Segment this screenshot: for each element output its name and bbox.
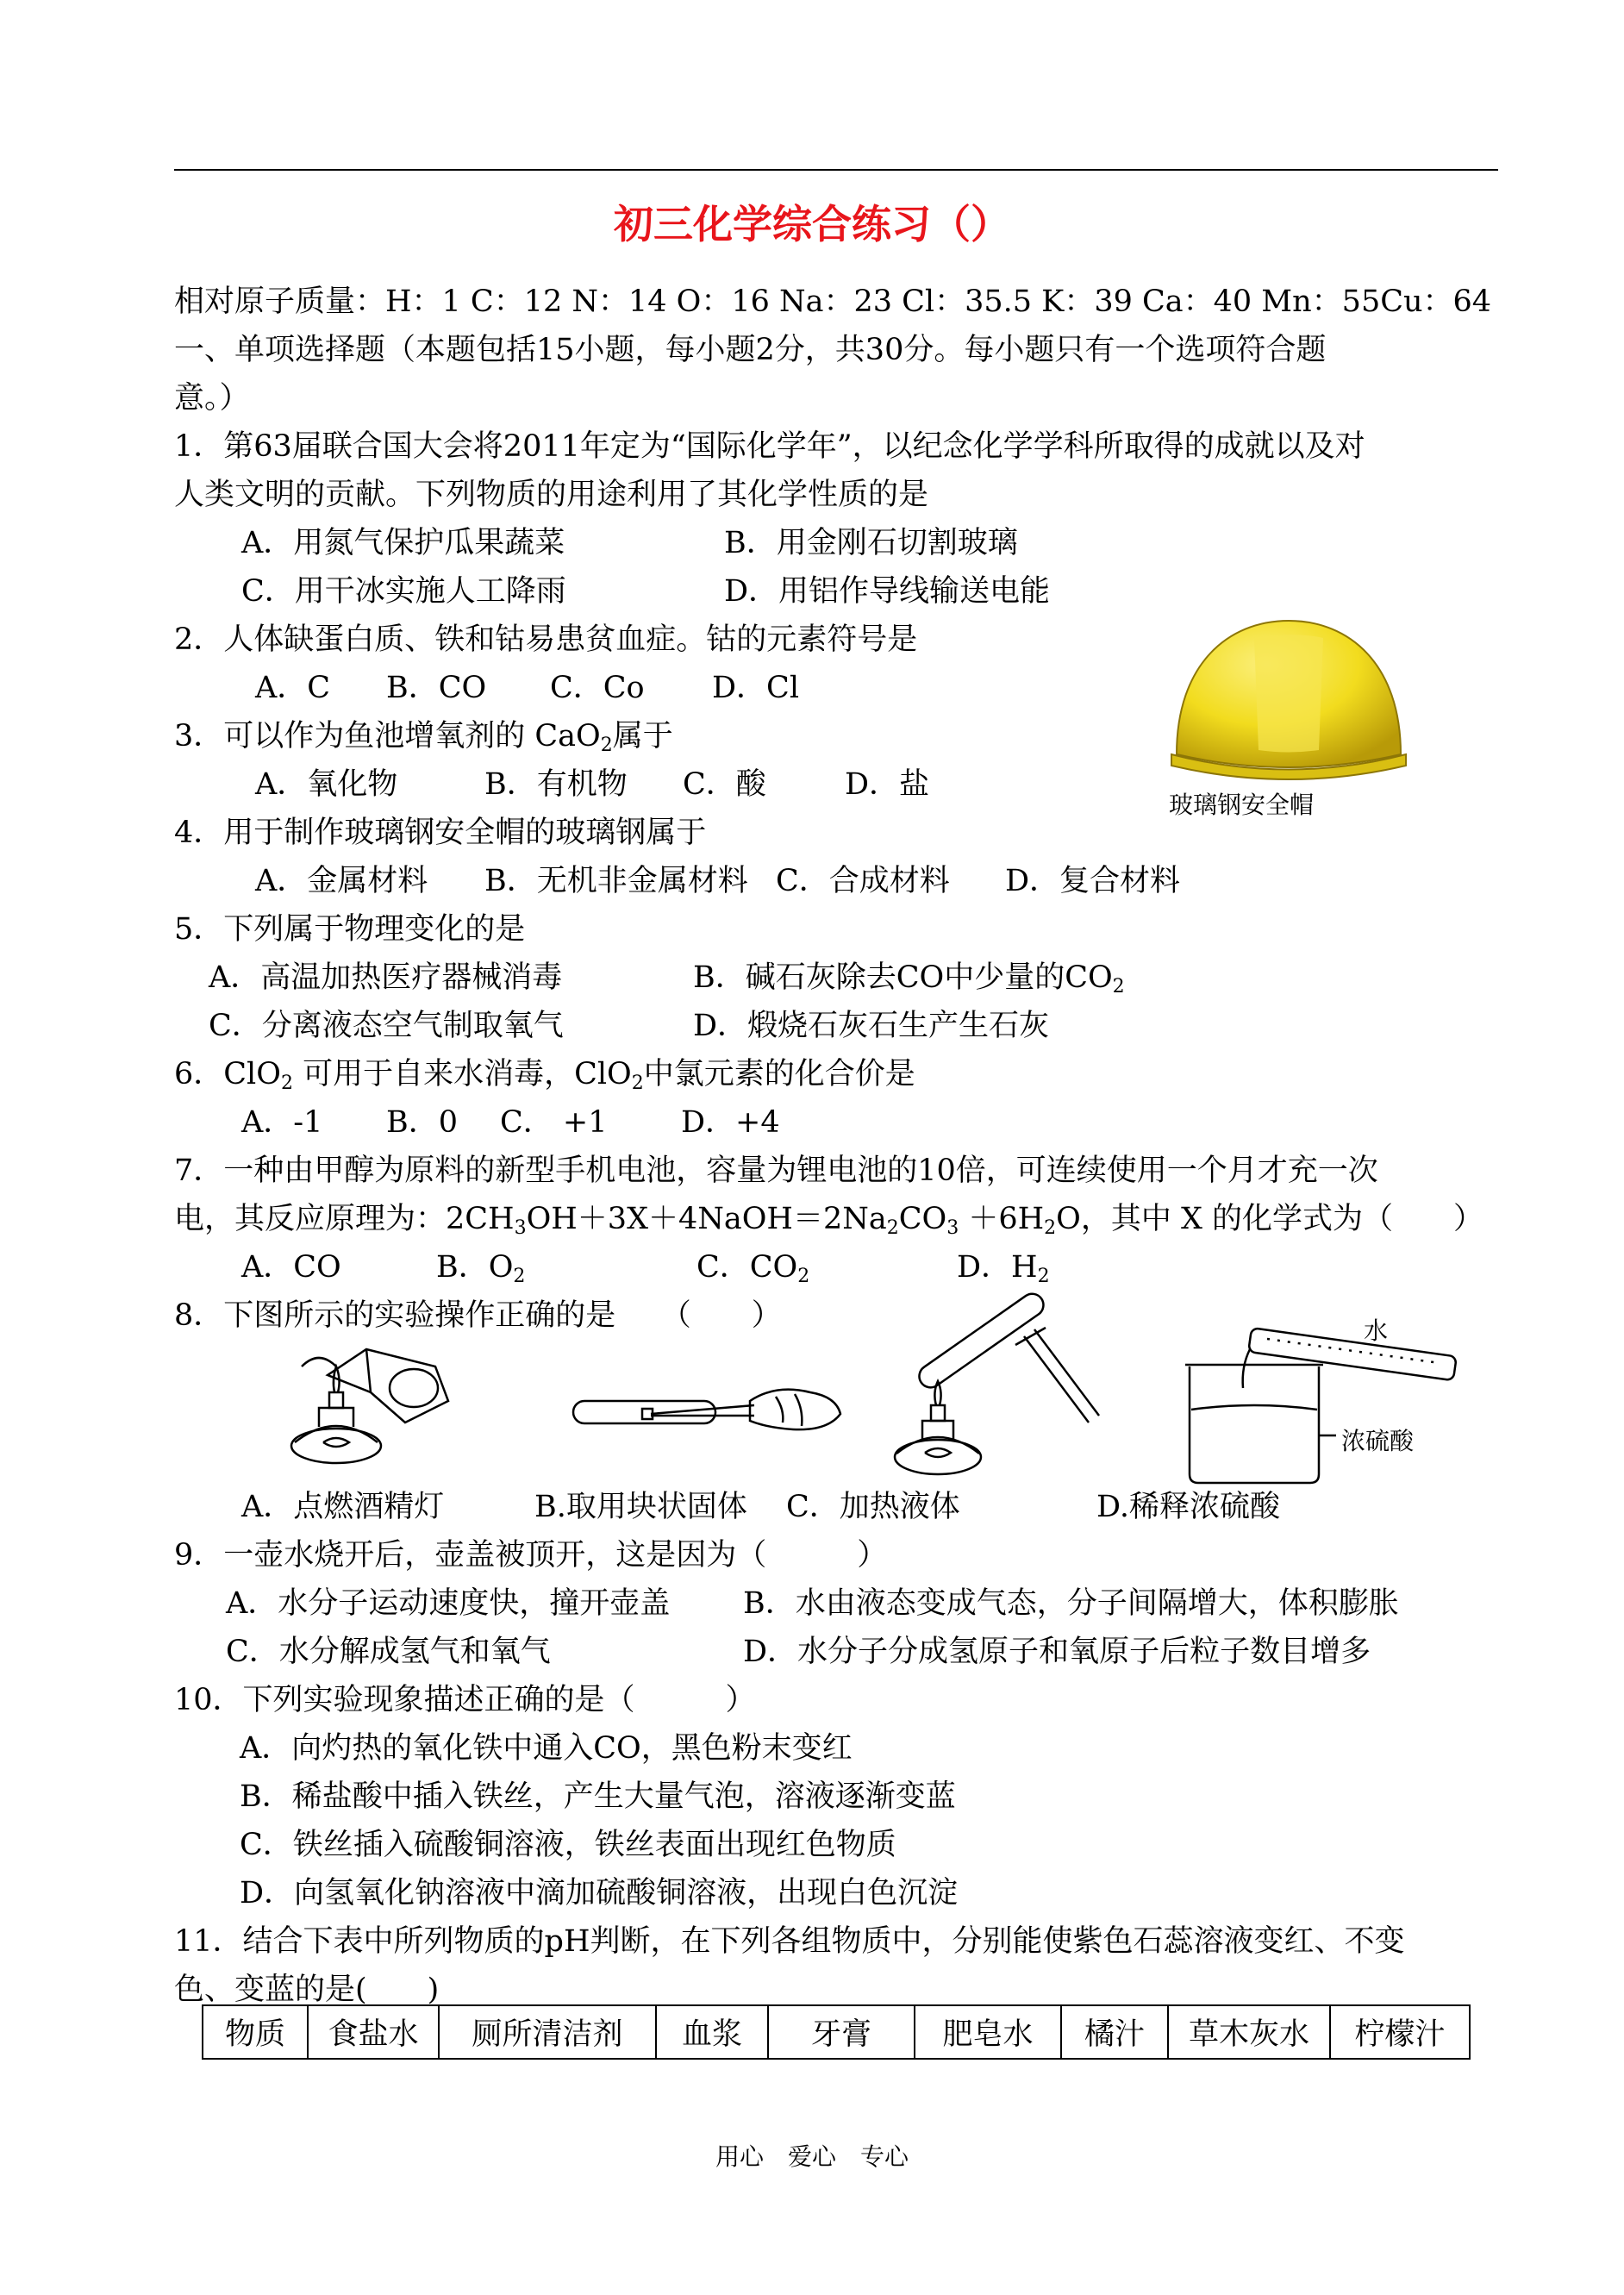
figure-diluting-acid xyxy=(1181,1315,1474,1487)
helmet-caption: 玻璃钢安全帽 xyxy=(1169,791,1315,819)
q8-option-a: A．点燃酒精灯 xyxy=(241,1490,445,1524)
section1-instruction-line1: 一、单项选择题（本题包括15小题，每小题2分，共30分。每小题只有一个选项符合题 xyxy=(174,333,1327,367)
table-cell: 牙膏 xyxy=(768,2005,915,2059)
table-cell: 肥皂水 xyxy=(915,2005,1061,2059)
q1-option-c: C．用干冰实施人工降雨 xyxy=(241,574,566,609)
section1-instruction-line2: 意。） xyxy=(174,381,250,416)
q5-option-a: A．高温加热医疗器械消毒 xyxy=(209,960,563,995)
page-title: 初三化学综合练习（） xyxy=(614,201,1010,247)
q5-stem: 5．下列属于物理变化的是 xyxy=(174,912,526,947)
q7-option-d: D．$H_2$ xyxy=(957,1250,1050,1287)
q9-stem: 9．一壶水烧开后，壶盖被顶开，这是因为（ ） xyxy=(174,1538,888,1573)
q1-option-d: D．用铝作导线输送电能 xyxy=(724,574,1051,609)
q3-option-c: C．酸 xyxy=(683,767,766,802)
ph-table xyxy=(202,2004,1471,2060)
q10-option-a: A．向灼热的氧化铁中通入CO，黑色粉末变红 xyxy=(240,1731,853,1766)
table-cell: 物质 xyxy=(203,2005,308,2059)
q10-option-d: D．向氢氧化钠溶液中滴加硫酸铜溶液，出现白色沉淀 xyxy=(240,1876,959,1910)
table-cell: 厕所清洁剂 xyxy=(439,2005,656,2059)
q7-stem-line2: 电，其反应原理为：$2CH_3OH+3X+4NaOH=2Na_2CO_3 +6H_2O$，其中 X 的化学式为（ ） xyxy=(174,1202,1483,1239)
q7-option-a: A．CO xyxy=(241,1250,341,1285)
q1-stem-line2: 人类文明的贡献。下列物质的用途利用了其化学性质的是 xyxy=(174,478,929,512)
q5-option-d: D．煅烧石灰石生产生石灰 xyxy=(693,1009,1050,1043)
q10-option-b: B．稀盐酸中插入铁丝，产生大量气泡，溶液逐渐变蓝 xyxy=(240,1779,956,1814)
q10-option-c: C．铁丝插入硫酸铜溶液，铁丝表面出现红色物质 xyxy=(240,1828,896,1862)
q7-option-c: C．$CO_2$ xyxy=(696,1250,810,1287)
figure-heating-liquid xyxy=(886,1319,1110,1483)
q9-option-b: B．水由液态变成气态，分子间隔增大，体积膨胀 xyxy=(743,1586,1399,1621)
q5-option-c: C．分离液态空气制取氧气 xyxy=(209,1009,564,1043)
q9-option-d: D．水分子分成氢原子和氧原子后粒子数目增多 xyxy=(743,1635,1371,1669)
figure-label-water: 水 xyxy=(1364,1316,1389,1345)
q4-stem: 4．用于制作玻璃钢安全帽的玻璃钢属于 xyxy=(174,816,707,850)
q6-option-d: D．+4 xyxy=(681,1105,780,1140)
q1-option-b: B．用金刚石切割玻璃 xyxy=(724,526,1018,560)
table-cell: 食盐水 xyxy=(308,2005,439,2059)
q2-option-b: B．CO xyxy=(386,671,487,705)
q6-option-c: C． +1 xyxy=(500,1105,608,1140)
q5-option-b: B．碱石灰除去CO中少量的$CO_2$ xyxy=(693,960,1125,997)
figure-lighting-alcohol-lamp xyxy=(284,1341,457,1470)
table-row xyxy=(203,2005,1470,2059)
table-cell: 草木灰水 xyxy=(1168,2005,1330,2059)
q6-option-a: A．-1 xyxy=(241,1105,323,1140)
table-cell: 血浆 xyxy=(656,2005,768,2059)
q8-stem: 8．下图所示的实验操作正确的是 （ ） xyxy=(174,1298,782,1333)
q4-option-d: D．复合材料 xyxy=(1005,864,1181,898)
q2-option-d: D．Cl xyxy=(712,671,800,705)
q6-option-b: B．0 xyxy=(386,1105,458,1140)
page-footer: 用心 爱心 专心 xyxy=(715,2142,909,2171)
q7-option-b: B．$O_2$ xyxy=(436,1250,526,1287)
atomic-masses: 相对原子质量：H：1 C：12 N：14 O：16 Na：23 Cl：35.5 K：39 Ca：40 Mn：55Cu：64 xyxy=(174,285,1492,319)
q3-option-a: A．氧化物 xyxy=(255,767,398,802)
q3-option-b: B．有机物 xyxy=(484,767,628,802)
q4-option-c: C．合成材料 xyxy=(776,864,950,898)
figure-label-concentrated-acid: 浓硫酸 xyxy=(1341,1427,1415,1455)
q8-option-d: D.稀释浓硫酸 xyxy=(1096,1490,1280,1524)
q4-option-a: A．金属材料 xyxy=(255,864,428,898)
q2-option-c: C．Co xyxy=(550,671,645,705)
q8-option-c: C．加热液体 xyxy=(786,1490,960,1524)
header-rule xyxy=(174,169,1498,171)
table-cell: 橘汁 xyxy=(1061,2005,1168,2059)
q4-option-b: B．无机非金属材料 xyxy=(484,864,748,898)
q9-option-c: C．水分解成氢气和氧气 xyxy=(226,1635,551,1669)
helmet-figure xyxy=(1159,612,1418,785)
q11-stem-line1: 11．结合下表中所列物质的pH判断，在下列各组物质中，分别能使紫色石蕊溶液变红、不变 xyxy=(174,1924,1405,1959)
q8-option-b: B.取用块状固体 xyxy=(534,1490,747,1524)
q3-option-d: D．盐 xyxy=(845,767,930,802)
q2-option-a: A．C xyxy=(255,671,331,705)
q7-stem-line1: 7．一种由甲醇为原料的新型手机电池，容量为锂电池的10倍，可连续使用一个月才充一次 xyxy=(174,1154,1378,1188)
q1-option-a: A．用氮气保护瓜果蔬菜 xyxy=(241,526,565,560)
figure-taking-solid xyxy=(569,1371,845,1448)
q1-stem-line1: 1．第63届联合国大会将2011年定为“国际化学年”，以纪念化学学科所取得的成就以及对 xyxy=(174,429,1365,464)
q3-stem: 3．可以作为鱼池增氧剂的 CaO$_2$属于 xyxy=(174,719,673,756)
q6-stem: 6．ClO$_2$ 可用于自来水消毒，ClO$_2$中氯元素的化合价是 xyxy=(174,1057,915,1094)
q11-stem-line2: 色、变蓝的是( ) xyxy=(174,1973,440,2007)
q10-stem: 10．下列实验现象描述正确的是（ ） xyxy=(174,1683,756,1717)
q9-option-a: A．水分子运动速度快，撞开壶盖 xyxy=(226,1586,671,1621)
q2-stem: 2．人体缺蛋白质、铁和钴易患贫血症。钴的元素符号是 xyxy=(174,622,918,657)
table-cell: 柠檬汁 xyxy=(1330,2005,1470,2059)
